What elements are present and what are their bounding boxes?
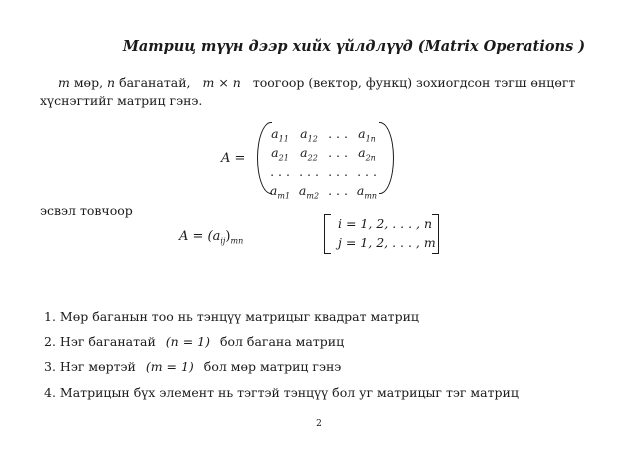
- list-text: Матрицын бүх элемент нь тэгтэй тэнцүү бол уг матрицыг тэг матриц: [59, 385, 519, 400]
- condition-j: j = 1, 2, . . . , m: [338, 235, 436, 250]
- left-bracket: [324, 214, 331, 254]
- condition-i: i = 1, 2, . . . , n: [338, 216, 433, 231]
- text-fragment: тоогоор (вектор, функц) зохиогдсон тэгш өнцөгт: [252, 75, 576, 90]
- page-title: Матриц түүн дээр хийх үйлдлүүд (Matrix Operations ): [122, 38, 586, 55]
- short-form-formula: [179, 229, 243, 246]
- list-number: 4.: [44, 385, 56, 400]
- list-item: [44, 334, 344, 349]
- list-math: (m = 1): [145, 359, 194, 374]
- list-text: бол мөр матриц гэнэ: [203, 359, 342, 374]
- list-text: Нэг мөртэй: [59, 359, 136, 374]
- symbol-m: m: [58, 75, 70, 90]
- matrix-cell: . . .: [328, 126, 348, 141]
- matrix-cell: . . .: [328, 164, 348, 179]
- matrix-cell: . . .: [270, 164, 290, 179]
- list-text: Нэг баганатай: [59, 334, 156, 349]
- matrix-lhs: A =: [221, 151, 246, 166]
- formula-text: A = (a: [179, 229, 221, 244]
- subscript-ij: ij: [220, 236, 226, 246]
- formula-text: ): [225, 229, 231, 244]
- matrix-cell: $a_{m2}$: [298, 183, 320, 201]
- matrix-cell: $a_{11}$: [271, 126, 289, 144]
- matrix-cell: . . .: [299, 164, 319, 179]
- short-form-label: эсвэл товчоор: [40, 203, 133, 218]
- list-item: [44, 309, 419, 324]
- matrix-cell: $a_{21}$: [271, 145, 289, 163]
- matrix-cell: . . .: [328, 145, 348, 160]
- list-number: 1.: [44, 309, 56, 324]
- list-number: 3.: [44, 359, 56, 374]
- list-item: [44, 359, 341, 374]
- matrix-cell: $a_{mn}$: [356, 183, 378, 201]
- definition-line-1: [58, 74, 575, 92]
- matrix-cell: . . .: [357, 164, 377, 179]
- list-text: Мөр баганын тоо нь тэнцүү матрицыг квадрат матриц: [59, 309, 419, 324]
- symbol-n: n: [107, 75, 116, 90]
- right-parenthesis: [379, 122, 394, 194]
- definition-line-2: хүснэгтийг матриц гэнэ.: [40, 93, 203, 108]
- page-number: 2: [316, 419, 322, 429]
- list-item: [44, 385, 519, 400]
- matrix-cell: $a_{2n}$: [358, 145, 376, 163]
- matrix-cell: $a_{12}$: [300, 126, 318, 144]
- text-fragment: баганатай,: [115, 75, 191, 90]
- symbol-m-times-n: m × n: [202, 75, 241, 90]
- matrix-cell: $a_{1n}$: [358, 126, 376, 144]
- matrix-cell: $a_{22}$: [300, 145, 318, 163]
- list-number: 2.: [44, 334, 56, 349]
- list-text: бол багана матриц: [219, 334, 345, 349]
- list-math: (n = 1): [165, 334, 210, 349]
- matrix-cell: $a_{m1}$: [269, 183, 291, 201]
- matrix-cell: . . .: [328, 183, 348, 198]
- subscript-mn: mn: [230, 236, 244, 246]
- text-fragment: мөр,: [69, 75, 108, 90]
